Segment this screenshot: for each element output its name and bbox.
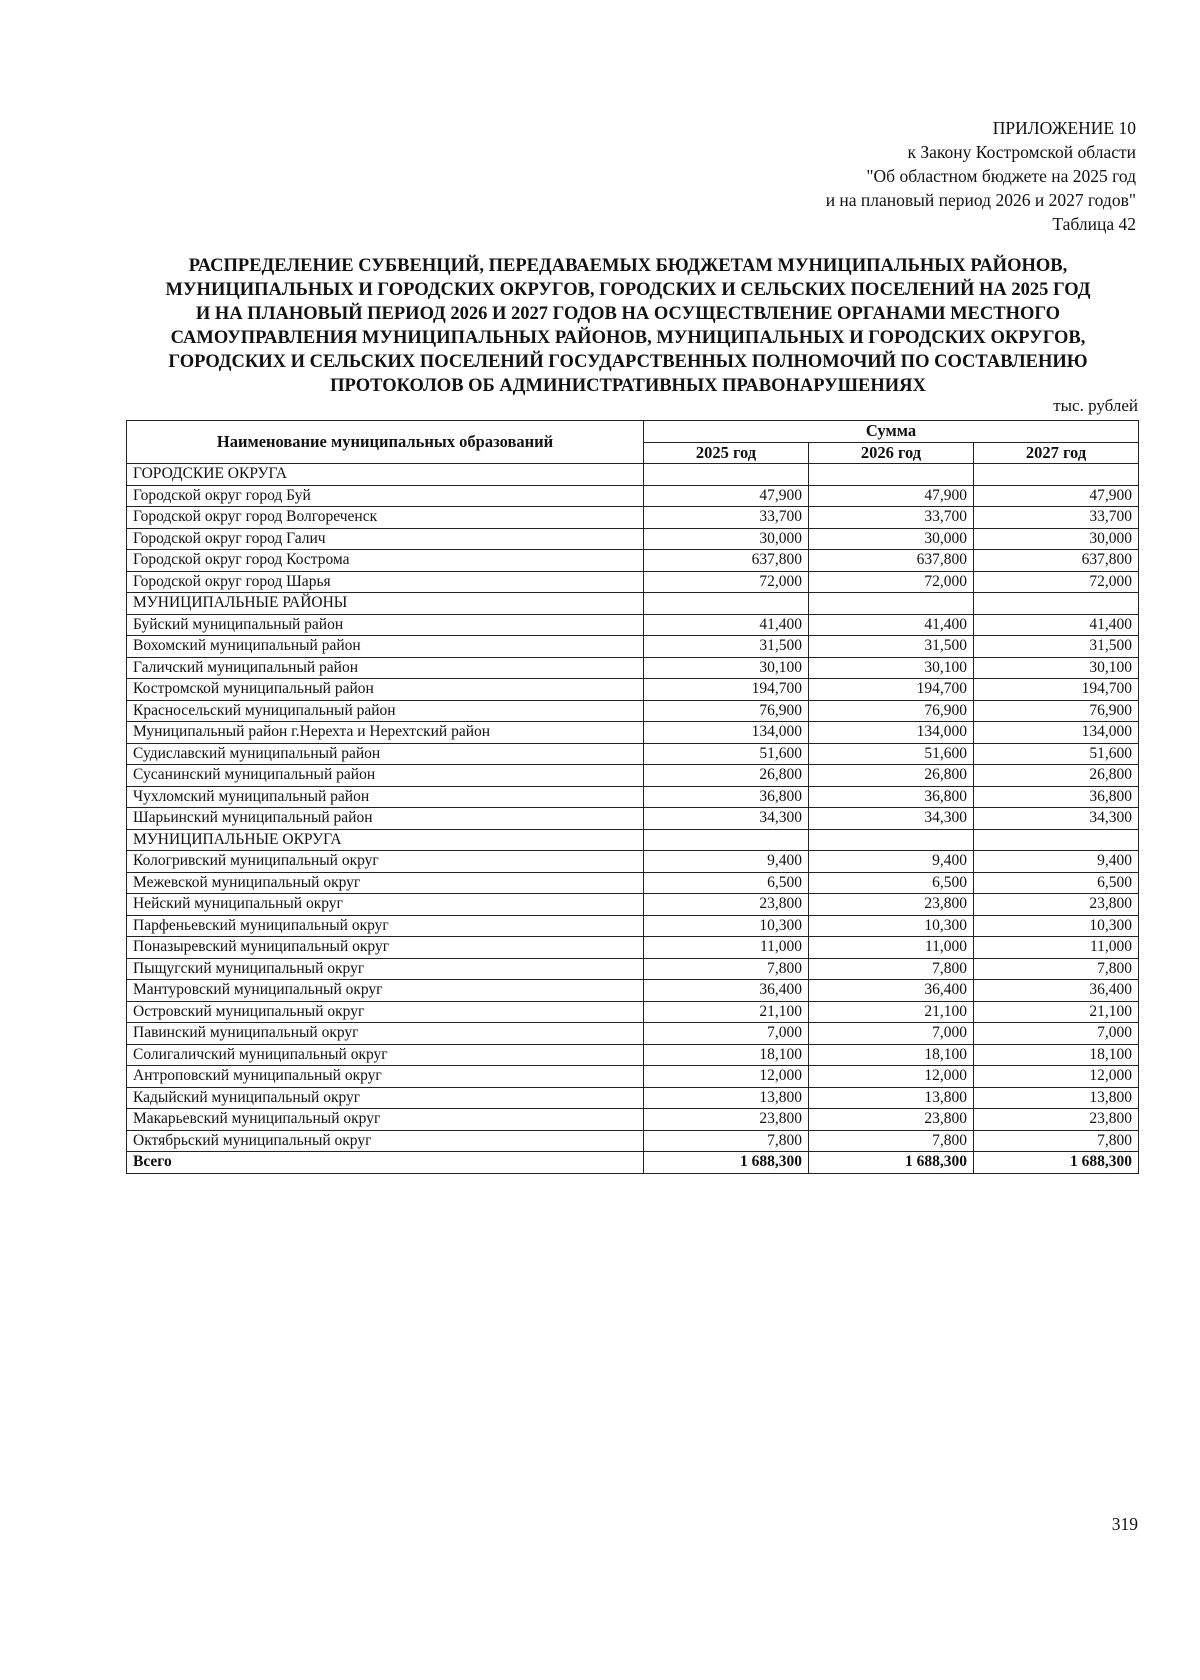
amount-cell: 134,000 xyxy=(644,722,809,744)
amount-cell: 36,400 xyxy=(974,980,1139,1002)
amount-cell: 47,900 xyxy=(809,485,974,507)
municipality-name: Мантуровский муниципальный округ xyxy=(127,980,644,1002)
amount-cell: 11,000 xyxy=(644,937,809,959)
amount-cell: 26,800 xyxy=(974,765,1139,787)
amount-cell: 30,100 xyxy=(974,657,1139,679)
amount-cell: 13,800 xyxy=(809,1087,974,1109)
table-row xyxy=(127,1087,1139,1109)
amount-cell: 30,100 xyxy=(809,657,974,679)
amount-cell: 11,000 xyxy=(974,937,1139,959)
page-number: 319 xyxy=(1111,1514,1138,1534)
municipality-name: МУНИЦИПАЛЬНЫЕ ОКРУГА xyxy=(127,829,644,851)
table-row xyxy=(127,1001,1139,1023)
municipality-name: Антроповский муниципальный округ xyxy=(127,1066,644,1088)
table-row xyxy=(127,528,1139,550)
municipality-name: Городской округ город Буй xyxy=(127,485,644,507)
table-row xyxy=(127,1109,1139,1131)
amount-cell: 134,000 xyxy=(974,722,1139,744)
amount-cell: 41,400 xyxy=(644,614,809,636)
municipality-name: ГОРОДСКИЕ ОКРУГА xyxy=(127,464,644,486)
amount-cell: 7,000 xyxy=(644,1023,809,1045)
table-row xyxy=(127,915,1139,937)
amount-cell: 23,800 xyxy=(809,894,974,916)
amount-cell: 6,500 xyxy=(809,872,974,894)
municipality-name: Парфеньевский муниципальный округ xyxy=(127,915,644,937)
table-row xyxy=(127,636,1139,658)
municipality-name: Буйский муниципальный район xyxy=(127,614,644,636)
amount-cell: 30,000 xyxy=(974,528,1139,550)
amount-cell: 30,000 xyxy=(644,528,809,550)
table-row xyxy=(127,679,1139,701)
amount-cell: 23,800 xyxy=(809,1109,974,1131)
table-row xyxy=(127,1130,1139,1152)
amount-cell: 23,800 xyxy=(644,1109,809,1131)
municipality-name: Костромской муниципальный район xyxy=(127,679,644,701)
document-title xyxy=(118,254,1138,398)
municipality-name: Муниципальный район г.Нерехта и Нерехтский район xyxy=(127,722,644,744)
table-row xyxy=(127,657,1139,679)
municipality-name: Кадыйский муниципальный округ xyxy=(127,1087,644,1109)
amount-cell: 33,700 xyxy=(809,507,974,529)
amount-cell: 12,000 xyxy=(809,1066,974,1088)
municipality-name: Межевской муниципальный округ xyxy=(127,872,644,894)
amount-cell: 10,300 xyxy=(809,915,974,937)
municipality-name: Городской округ город Кострома xyxy=(127,550,644,572)
amount-cell: 33,700 xyxy=(974,507,1139,529)
amount-cell: 7,800 xyxy=(809,1130,974,1152)
amount-cell: 637,800 xyxy=(974,550,1139,572)
amount-cell: 23,800 xyxy=(644,894,809,916)
amount-cell: 6,500 xyxy=(974,872,1139,894)
municipality-name: Шарьинский муниципальный район xyxy=(127,808,644,830)
table-row xyxy=(127,894,1139,916)
amount-cell: 47,900 xyxy=(644,485,809,507)
amount-cell: 13,800 xyxy=(644,1087,809,1109)
municipality-name: Октябрьский муниципальный округ xyxy=(127,1130,644,1152)
municipality-name: Городской округ город Волгореченск xyxy=(127,507,644,529)
title-line: ПРОТОКОЛОВ ОБ АДМИНИСТРАТИВНЫХ ПРАВОНАРУШЕНИЯХ xyxy=(330,376,926,396)
table-row xyxy=(127,851,1139,873)
amount-cell xyxy=(644,464,809,486)
municipality-name: Нейский муниципальный округ xyxy=(127,894,644,916)
appendix-line: ПРИЛОЖЕНИЕ 10 xyxy=(992,118,1136,138)
amount-cell: 23,800 xyxy=(974,1109,1139,1131)
municipality-name: Городской округ город Шарья xyxy=(127,571,644,593)
amount-cell: 10,300 xyxy=(974,915,1139,937)
amount-cell: 26,800 xyxy=(809,765,974,787)
amount-cell: 21,100 xyxy=(644,1001,809,1023)
table-row xyxy=(127,765,1139,787)
total-value: 1 688,300 xyxy=(644,1152,809,1174)
amount-cell: 51,600 xyxy=(809,743,974,765)
amount-cell: 72,000 xyxy=(809,571,974,593)
amount-cell: 36,800 xyxy=(644,786,809,808)
municipality-name: Пыщугский муниципальный округ xyxy=(127,958,644,980)
amount-cell: 7,800 xyxy=(644,1130,809,1152)
table-row xyxy=(127,872,1139,894)
appendix-line: и на плановый период 2026 и 2027 годов" xyxy=(825,190,1136,210)
amount-cell: 30,000 xyxy=(809,528,974,550)
table-row xyxy=(127,829,1139,851)
amount-cell: 12,000 xyxy=(974,1066,1139,1088)
amount-cell: 11,000 xyxy=(809,937,974,959)
title-line: РАСПРЕДЕЛЕНИЕ СУБВЕНЦИЙ, ПЕРЕДАВАЕМЫХ БЮДЖЕТАМ МУНИЦИПАЛЬНЫХ РАЙОНОВ, xyxy=(188,256,1068,276)
amount-cell: 36,800 xyxy=(974,786,1139,808)
table-row xyxy=(127,958,1139,980)
total-row xyxy=(127,1152,1139,1174)
amount-cell: 7,000 xyxy=(974,1023,1139,1045)
total-value: 1 688,300 xyxy=(974,1152,1139,1174)
amount-cell: 194,700 xyxy=(974,679,1139,701)
municipality-name: Городской округ город Галич xyxy=(127,528,644,550)
amount-cell: 7,800 xyxy=(974,1130,1139,1152)
appendix-line: "Об областном бюджете на 2025 год xyxy=(866,166,1136,186)
amount-cell: 21,100 xyxy=(974,1001,1139,1023)
table-body xyxy=(127,464,1139,1152)
amount-cell: 21,100 xyxy=(809,1001,974,1023)
amount-cell: 9,400 xyxy=(644,851,809,873)
municipality-name: Чухломский муниципальный район xyxy=(127,786,644,808)
municipality-name: МУНИЦИПАЛЬНЫЕ РАЙОНЫ xyxy=(127,593,644,615)
amount-cell: 18,100 xyxy=(974,1044,1139,1066)
municipality-name: Солигаличский муниципальный округ xyxy=(127,1044,644,1066)
municipality-name: Красносельский муниципальный район xyxy=(127,700,644,722)
title-line: МУНИЦИПАЛЬНЫХ И ГОРОДСКИХ ОКРУГОВ, ГОРОДСКИХ И СЕЛЬСКИХ ПОСЕЛЕНИЙ НА 2025 ГОД xyxy=(165,280,1091,300)
amount-cell: 6,500 xyxy=(644,872,809,894)
table-row xyxy=(127,700,1139,722)
amount-cell: 33,700 xyxy=(644,507,809,529)
total-value: 1 688,300 xyxy=(809,1152,974,1174)
table-row xyxy=(127,1044,1139,1066)
amount-cell: 76,900 xyxy=(974,700,1139,722)
units-label: тыс. рублей xyxy=(1053,396,1138,415)
subvention-table xyxy=(126,420,1139,1174)
amount-cell: 7,800 xyxy=(809,958,974,980)
amount-cell: 7,800 xyxy=(644,958,809,980)
amount-cell: 637,800 xyxy=(809,550,974,572)
total-label: Всего xyxy=(127,1152,644,1174)
amount-cell: 12,000 xyxy=(644,1066,809,1088)
amount-cell: 18,100 xyxy=(644,1044,809,1066)
amount-cell: 41,400 xyxy=(974,614,1139,636)
table-row xyxy=(127,1066,1139,1088)
amount-cell: 47,900 xyxy=(974,485,1139,507)
amount-cell: 134,000 xyxy=(809,722,974,744)
amount-cell: 51,600 xyxy=(974,743,1139,765)
municipality-name: Поназыревский муниципальный округ xyxy=(127,937,644,959)
amount-cell: 36,400 xyxy=(644,980,809,1002)
column-header-year: 2027 год xyxy=(974,442,1139,464)
amount-cell: 34,300 xyxy=(809,808,974,830)
amount-cell: 7,800 xyxy=(974,958,1139,980)
amount-cell: 637,800 xyxy=(644,550,809,572)
table-row xyxy=(127,1023,1139,1045)
table-row xyxy=(127,937,1139,959)
municipality-name: Островский муниципальный округ xyxy=(127,1001,644,1023)
table-row xyxy=(127,550,1139,572)
amount-cell xyxy=(809,829,974,851)
column-header-year: 2025 год xyxy=(644,442,809,464)
title-line: И НА ПЛАНОВЫЙ ПЕРИОД 2026 И 2027 ГОДОВ НА ОСУЩЕСТВЛЕНИЕ ОРГАНАМИ МЕСТНОГО xyxy=(195,304,1061,324)
amount-cell: 9,400 xyxy=(974,851,1139,873)
table-row xyxy=(127,464,1139,486)
table-row xyxy=(127,571,1139,593)
amount-cell: 18,100 xyxy=(809,1044,974,1066)
amount-cell xyxy=(644,829,809,851)
amount-cell xyxy=(974,464,1139,486)
amount-cell xyxy=(974,829,1139,851)
title-line: ГОРОДСКИХ И СЕЛЬСКИХ ПОСЕЛЕНИЙ ГОСУДАРСТВЕННЫХ ПОЛНОМОЧИЙ ПО СОСТАВЛЕНИЮ xyxy=(168,352,1088,372)
appendix-line: Таблица 42 xyxy=(1052,214,1136,234)
amount-cell: 76,900 xyxy=(809,700,974,722)
amount-cell: 31,500 xyxy=(974,636,1139,658)
amount-cell: 7,000 xyxy=(809,1023,974,1045)
table-row xyxy=(127,980,1139,1002)
amount-cell: 26,800 xyxy=(644,765,809,787)
column-header-name: Наименование муниципальных образований xyxy=(127,421,644,464)
amount-cell: 36,800 xyxy=(809,786,974,808)
amount-cell: 194,700 xyxy=(809,679,974,701)
amount-cell xyxy=(644,593,809,615)
municipality-name: Сусанинский муниципальный район xyxy=(127,765,644,787)
amount-cell: 30,100 xyxy=(644,657,809,679)
table-row xyxy=(127,786,1139,808)
amount-cell: 10,300 xyxy=(644,915,809,937)
amount-cell: 36,400 xyxy=(809,980,974,1002)
table-row xyxy=(127,485,1139,507)
table-header xyxy=(127,421,1139,464)
municipality-name: Судиславский муниципальный район xyxy=(127,743,644,765)
amount-cell xyxy=(809,593,974,615)
amount-cell xyxy=(809,464,974,486)
amount-cell: 72,000 xyxy=(644,571,809,593)
amount-cell: 31,500 xyxy=(644,636,809,658)
amount-cell: 72,000 xyxy=(974,571,1139,593)
table-row xyxy=(127,593,1139,615)
column-header-year: 2026 год xyxy=(809,442,974,464)
municipality-name: Галичский муниципальный район xyxy=(127,657,644,679)
appendix-header xyxy=(826,116,1136,236)
amount-cell: 194,700 xyxy=(644,679,809,701)
amount-cell: 23,800 xyxy=(974,894,1139,916)
municipality-name: Павинский муниципальный округ xyxy=(127,1023,644,1045)
amount-cell: 13,800 xyxy=(974,1087,1139,1109)
amount-cell: 31,500 xyxy=(809,636,974,658)
table-row xyxy=(127,614,1139,636)
table-row xyxy=(127,743,1139,765)
amount-cell: 9,400 xyxy=(809,851,974,873)
municipality-name: Вохомский муниципальный район xyxy=(127,636,644,658)
table-row xyxy=(127,722,1139,744)
appendix-line: к Закону Костромской области xyxy=(907,142,1136,162)
table-row xyxy=(127,808,1139,830)
amount-cell: 34,300 xyxy=(974,808,1139,830)
title-line: САМОУПРАВЛЕНИЯ МУНИЦИПАЛЬНЫХ РАЙОНОВ, МУНИЦИПАЛЬНЫХ И ГОРОДСКИХ ОКРУГОВ, xyxy=(170,328,1086,348)
column-header-sum: Сумма xyxy=(644,421,1139,443)
municipality-name: Макарьевский муниципальный округ xyxy=(127,1109,644,1131)
amount-cell xyxy=(974,593,1139,615)
amount-cell: 51,600 xyxy=(644,743,809,765)
amount-cell: 41,400 xyxy=(809,614,974,636)
table-row xyxy=(127,507,1139,529)
amount-cell: 34,300 xyxy=(644,808,809,830)
municipality-name: Кологривский муниципальный округ xyxy=(127,851,644,873)
amount-cell: 76,900 xyxy=(644,700,809,722)
